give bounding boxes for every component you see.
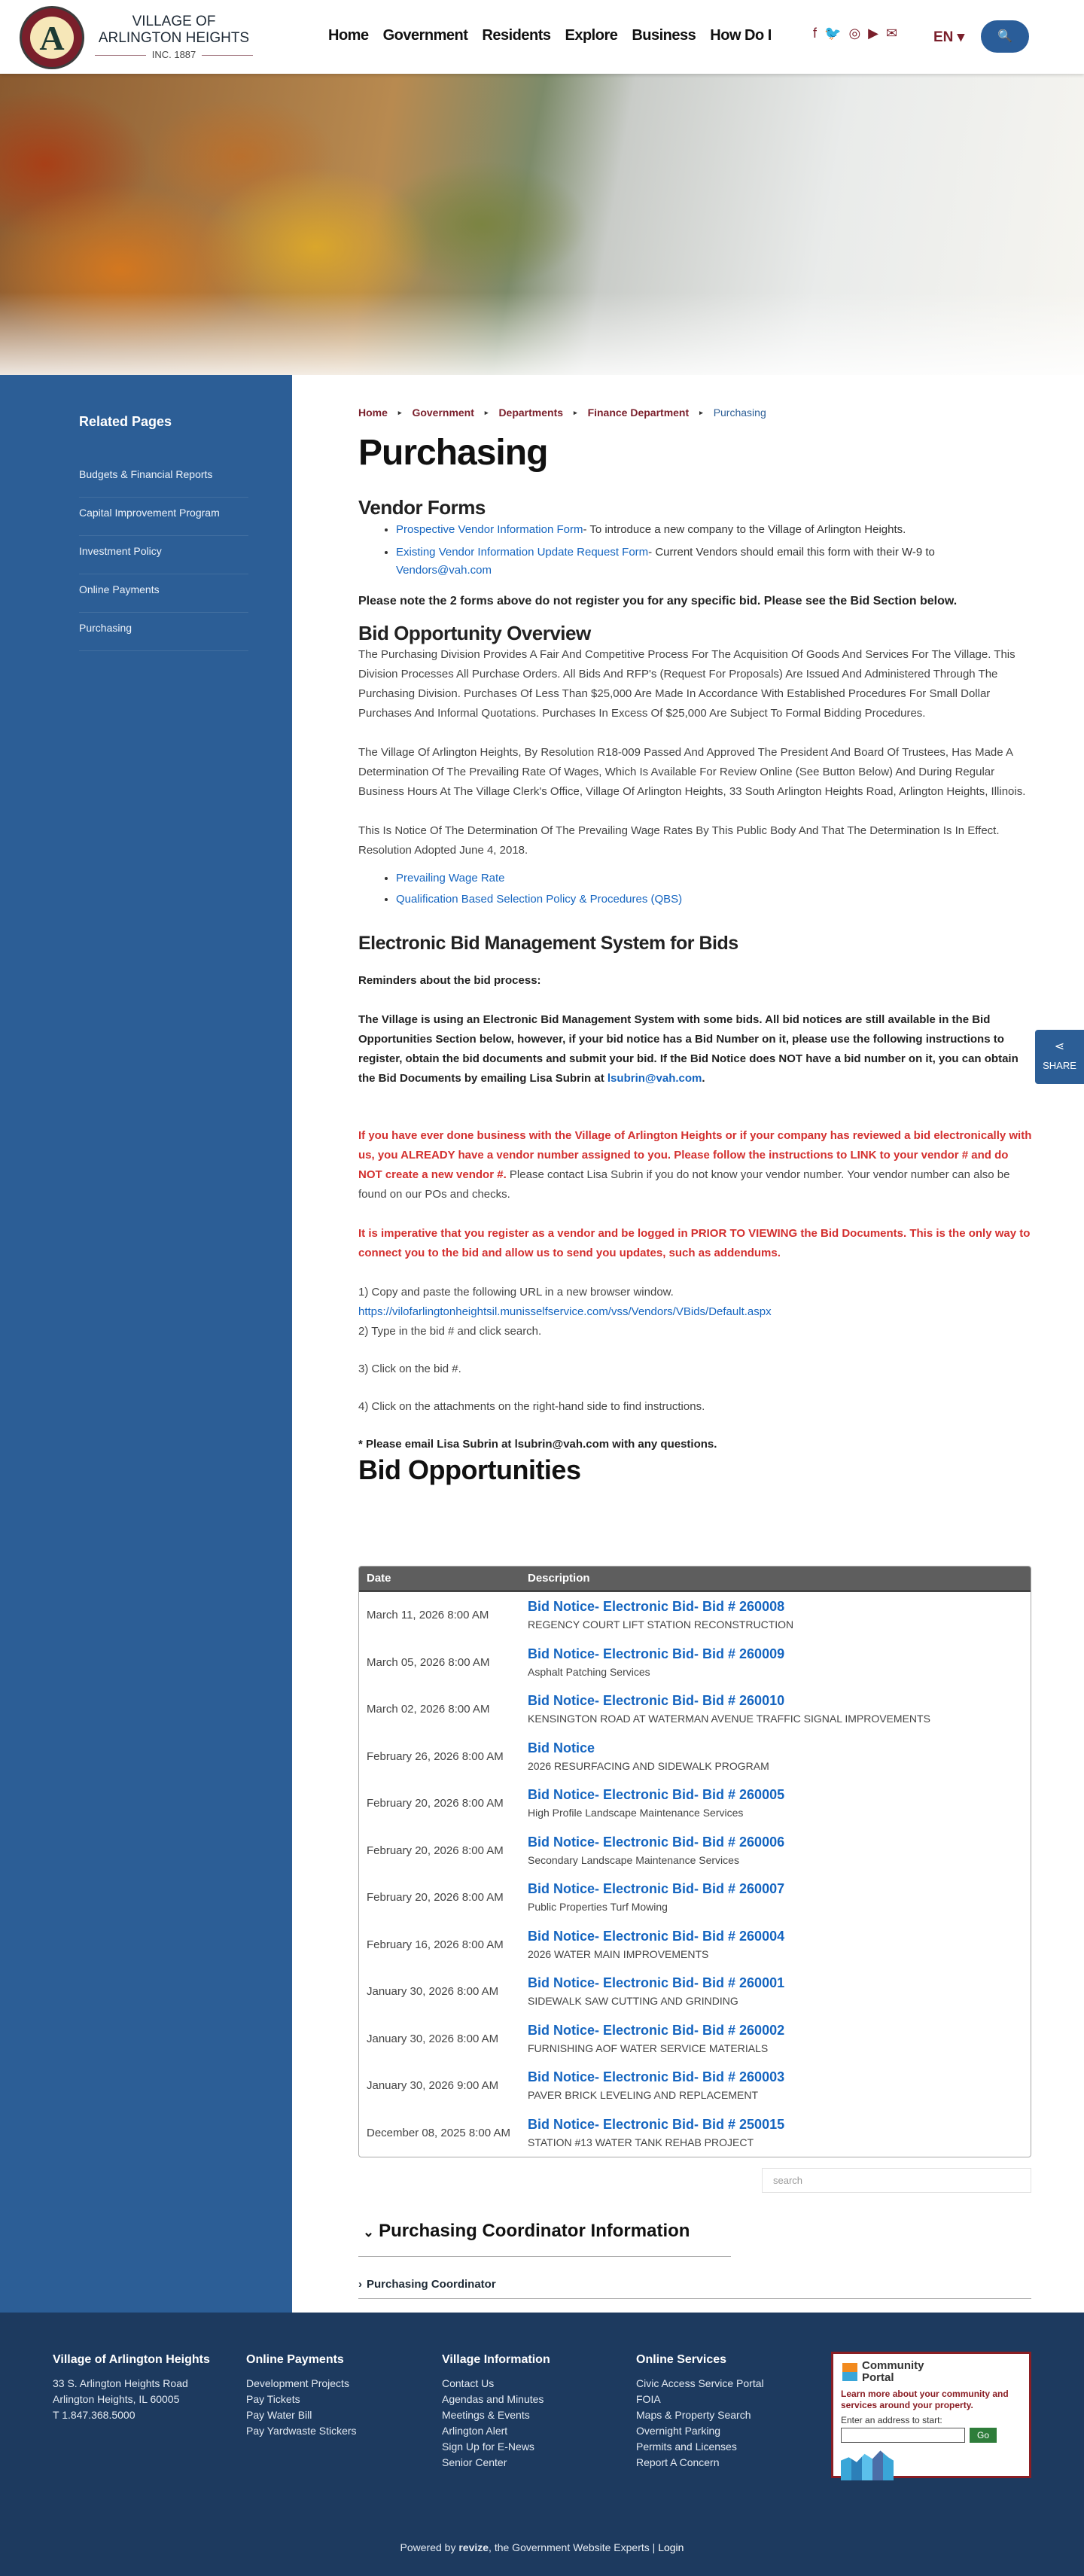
footer-address-line: 33 S. Arlington Heights Road bbox=[53, 2377, 188, 2389]
footer-link[interactable]: Meetings & Events bbox=[442, 2409, 530, 2421]
wage-links bbox=[396, 868, 1032, 910]
table-row bbox=[359, 1874, 1031, 1922]
logo-inc-text: INC. 1887 bbox=[151, 49, 196, 60]
nav-how-do-i[interactable]: How Do I bbox=[710, 27, 772, 44]
nav-home[interactable]: Home bbox=[328, 27, 369, 44]
overview-paragraph: The Purchasing Division Provides A Fair And Competitive Process For The Acquisition Of Goods And Services For The Village. This Division Processes All Purchase Orders. All Bids And RFP's (Request For Proposals) Are Issued And Administered Through The Purchasing Division. Purchases Of Less Than $25,000 Are Made In Accordance With Established Procedures For Small Dollar Purchases And Informal Quotations. Purchases In Excess Of $25,000 Are Subject To Formal Bidding Procedures. bbox=[358, 648, 1015, 720]
bid-title-link[interactable]: Bid Notice- Electronic Bid- Bid # 260010 bbox=[528, 1693, 785, 1709]
site-header bbox=[0, 0, 1084, 74]
portal-prompt: Enter an address to start: bbox=[841, 2415, 942, 2425]
community-portal-icon bbox=[842, 2363, 857, 2381]
portal-address-input[interactable] bbox=[841, 2428, 965, 2443]
sidebar-item[interactable]: Purchasing bbox=[79, 613, 248, 651]
bid-date: February 26, 2026 8:00 AM bbox=[367, 1749, 504, 1763]
portal-lead: Learn more about your community and services around your property. bbox=[841, 2389, 1009, 2410]
bid-title-link[interactable]: Bid Notice bbox=[528, 1740, 595, 1755]
footer-link[interactable]: Permits and Licenses bbox=[636, 2441, 737, 2453]
bid-description: REGENCY COURT LIFT STATION RECONSTRUCTION bbox=[528, 1618, 794, 1631]
logo-line-2: ARLINGTON HEIGHTS bbox=[98, 30, 250, 46]
footer-column bbox=[442, 2353, 630, 2471]
mail-icon[interactable]: ✉ bbox=[886, 26, 898, 41]
bid-title-link[interactable]: Bid Notice- Electronic Bid- Bid # 260001 bbox=[528, 1975, 785, 1991]
column-description: Description bbox=[528, 1572, 590, 1585]
table-row bbox=[359, 2063, 1031, 2110]
bid-date: February 20, 2026 8:00 AM bbox=[367, 1891, 504, 1905]
vendor-number-warning: If you have ever done business with the Village of Arlington Heights or if your company has reviewed a bid electronically with us, you ALREADY have a vendor number assigned to you. Please follow the instructions to LINK to your vendor # and do NOT create a new vendor #. bbox=[358, 1129, 1032, 1181]
main-nav bbox=[328, 27, 772, 44]
coordinator-heading: Purchasing Coordinator Information bbox=[379, 2221, 690, 2241]
coordinator-item[interactable] bbox=[358, 2278, 1031, 2299]
search-button[interactable] bbox=[981, 20, 1029, 53]
notice-paragraph: This Is Notice Of The Determination Of The Prevailing Wage Rates By This Public Body And That The Determination Is In Effect. Resolution Adopted June 4, 2018. bbox=[358, 824, 1000, 857]
bid-description: FURNISHING AOF WATER SERVICE MATERIALS bbox=[528, 2042, 769, 2054]
bid-date: December 08, 2025 8:00 AM bbox=[367, 2126, 510, 2139]
step-2: 2) Type in the bid # and click search. bbox=[358, 1325, 542, 1338]
powered-by bbox=[0, 2541, 1084, 2553]
site-footer bbox=[0, 2313, 1084, 2576]
bid-description-cell bbox=[528, 1786, 784, 1822]
step-4: 4) Click on the attachments on the right-hand side to find instructions. bbox=[358, 1400, 705, 1413]
bid-table bbox=[358, 1566, 1031, 2157]
munis-portal-link[interactable]: https://vilofarlingtonheightsil.munisselfservice.com/vss/Vendors/VBids/Default.aspx bbox=[358, 1305, 772, 1318]
prevailing-wage-link[interactable]: Prevailing Wage Rate bbox=[396, 872, 505, 885]
table-row bbox=[359, 2110, 1031, 2157]
bid-date: January 30, 2026 9:00 AM bbox=[367, 2079, 499, 2093]
table-header bbox=[359, 1567, 1031, 1592]
resolution-paragraph: The Village Of Arlington Heights, By Resolution R18-009 Passed And Approved The President And Board Of Trustees, Has Made A Determination Of The Prevailing Rate Of Wages, Which Is Available For Review Online (See Button Below) And During Regular Business Hours At The Village Clerk's Office, Village Of Arlington Heights, 33 South Arlington Heights Road, Arlington Heights, Illinois. bbox=[358, 746, 1026, 798]
bid-title-link[interactable]: Bid Notice- Electronic Bid- Bid # 260007 bbox=[528, 1881, 785, 1897]
table-row bbox=[359, 1969, 1031, 2016]
social-links bbox=[813, 26, 897, 41]
bid-description: Secondary Landscape Maintenance Services bbox=[528, 1853, 739, 1866]
facebook-icon[interactable]: f bbox=[813, 26, 818, 41]
list-item bbox=[396, 519, 1032, 540]
bid-description: STATION #13 WATER TANK REHAB PROJECT bbox=[528, 2136, 754, 2148]
footer-link[interactable]: Pay Yardwaste Stickers bbox=[246, 2425, 357, 2437]
lsubrin-email-link[interactable]: lsubrin@vah.com bbox=[607, 1072, 702, 1085]
bid-date: February 20, 2026 8:00 AM bbox=[367, 1797, 504, 1810]
footer-column bbox=[246, 2353, 434, 2439]
bid-date: January 30, 2026 8:00 AM bbox=[367, 2032, 499, 2045]
ebms-paragraph bbox=[358, 1010, 1032, 1089]
bid-description-cell bbox=[528, 1645, 784, 1681]
share-button[interactable] bbox=[1035, 1030, 1084, 1084]
logo-line-1: VILLAGE OF bbox=[132, 14, 216, 29]
nav-business[interactable]: Business bbox=[632, 27, 696, 44]
table-row bbox=[359, 1828, 1031, 1875]
ebms-text: The Village is using an Electronic Bid Management System with some bids. All bid notices are still available in the Bid Opportunities Section below, however, if your bid notice has a Bid Number on it, please use the following instructions to register, obtain the bid documents and submit your bid. If the Bid Notice does NOT have a bid number on it, you can obtain the Bid Documents by emailing Lisa Subrin at bbox=[358, 1013, 1019, 1085]
footer-link[interactable]: Pay Water Bill bbox=[246, 2409, 312, 2421]
portal-title-1: Community bbox=[862, 2359, 924, 2372]
table-row bbox=[359, 1686, 1031, 1734]
main-content bbox=[358, 406, 1032, 1486]
vendor-note: Please note the 2 forms above do not register you for any specific bid. Please see the Bid Section below. bbox=[358, 595, 958, 607]
twitter-icon[interactable]: 🐦 bbox=[824, 26, 842, 41]
bid-description-cell bbox=[528, 2021, 784, 2057]
item-text: - To introduce a new company to the Village of Arlington Heights. bbox=[583, 523, 906, 536]
qbs-policy-link[interactable]: Qualification Based Selection Policy & Procedures (QBS) bbox=[396, 893, 683, 906]
search-icon: 🔍 bbox=[997, 30, 1012, 43]
list-item bbox=[396, 544, 1032, 580]
logo-wordmark[interactable] bbox=[95, 14, 253, 63]
bid-description: Asphalt Patching Services bbox=[528, 1665, 650, 1678]
bid-description-cell bbox=[528, 1974, 784, 2010]
bid-description-cell bbox=[528, 1739, 769, 1775]
footer-link[interactable]: Arlington Alert bbox=[442, 2425, 508, 2437]
existing-vendor-form-link[interactable]: Existing Vendor Information Update Request Form bbox=[396, 546, 649, 559]
revize-logo[interactable]: revize bbox=[458, 2541, 489, 2553]
related-pages-sidebar bbox=[0, 375, 292, 2313]
sidebar-item[interactable]: Investment Policy bbox=[79, 536, 248, 574]
page-title: Purchasing bbox=[358, 433, 548, 473]
bid-date: February 20, 2026 8:00 AM bbox=[367, 1844, 504, 1857]
bid-date: January 30, 2026 8:00 AM bbox=[367, 1985, 499, 1999]
footer-address-line: Arlington Heights, IL 60005 bbox=[53, 2393, 180, 2405]
bid-description: 2026 RESURFACING AND SIDEWALK PROGRAM bbox=[528, 1759, 769, 1772]
language-selector[interactable]: EN ▾ bbox=[933, 29, 965, 45]
footer-link[interactable]: Civic Access Service Portal bbox=[636, 2377, 764, 2389]
table-search-input[interactable]: search bbox=[762, 2168, 1031, 2193]
step-1: 1) Copy and paste the following URL in a new browser window. bbox=[358, 1286, 674, 1299]
instagram-icon[interactable]: ◎ bbox=[848, 26, 861, 41]
portal-go-button[interactable]: Go bbox=[970, 2428, 997, 2443]
footer-column-title: Online Services bbox=[636, 2353, 727, 2366]
bid-date: March 02, 2026 8:00 AM bbox=[367, 1703, 490, 1716]
column-date: Date bbox=[367, 1572, 391, 1585]
logo-letter: A bbox=[30, 17, 74, 59]
footer-column bbox=[53, 2353, 241, 2423]
logo-inc bbox=[95, 47, 253, 63]
vendor-forms-heading: Vendor Forms bbox=[358, 496, 486, 519]
bid-description: SIDEWALK SAW CUTTING AND GRINDING bbox=[528, 1995, 738, 2008]
footer-link[interactable]: Development Projects bbox=[246, 2377, 349, 2389]
table-row bbox=[359, 1640, 1031, 1687]
footer-link[interactable]: Overnight Parking bbox=[636, 2425, 721, 2437]
overview-heading: Bid Opportunity Overview bbox=[358, 622, 591, 644]
item-text: - Current Vendors should email this form with their W-9 to bbox=[648, 546, 935, 559]
powered-suffix: , the Government Website Experts | bbox=[489, 2541, 659, 2553]
table-row bbox=[359, 2016, 1031, 2063]
nav-residents[interactable]: Residents bbox=[482, 27, 551, 44]
bid-description-cell bbox=[528, 1691, 930, 1728]
bid-opportunities-heading: Bid Opportunities bbox=[358, 1454, 581, 1485]
footer-column-title: Village of Arlington Heights bbox=[53, 2353, 210, 2366]
table-row bbox=[359, 1734, 1031, 1781]
footer-column-title: Village Information bbox=[442, 2353, 550, 2366]
sidebar-title: Related Pages bbox=[79, 414, 172, 429]
list-item bbox=[396, 889, 1032, 910]
hero-banner-image bbox=[0, 74, 1084, 375]
ebms-text-end: . bbox=[702, 1072, 705, 1085]
bid-date: March 05, 2026 8:00 AM bbox=[367, 1655, 490, 1669]
vendors-email-link[interactable]: Vendors@vah.com bbox=[396, 564, 492, 577]
bid-description: KENSINGTON ROAD AT WATERMAN AVENUE TRAFFIC SIGNAL IMPROVEMENTS bbox=[528, 1713, 930, 1725]
footer-link[interactable]: Maps & Property Search bbox=[636, 2409, 751, 2421]
vendor-number-paragraph bbox=[358, 1126, 1032, 1204]
breadcrumb-link[interactable]: Finance Department bbox=[587, 406, 690, 419]
footer-link[interactable]: Pay Tickets bbox=[246, 2393, 300, 2405]
bid-date: March 11, 2026 8:00 AM bbox=[367, 1609, 489, 1622]
village-seal-logo[interactable] bbox=[20, 6, 84, 69]
ebms-heading: Electronic Bid Management System for Bids bbox=[358, 933, 738, 954]
footer-column-title: Online Payments bbox=[246, 2353, 344, 2366]
reminders-label: Reminders about the bid process: bbox=[358, 974, 541, 987]
footer-link[interactable]: Contact Us bbox=[442, 2377, 495, 2389]
share-label: SHARE bbox=[1043, 1060, 1076, 1071]
contact-note: * Please email Lisa Subrin at lsubrin@vah.com with any questions. bbox=[358, 1438, 717, 1451]
footer-link[interactable]: Senior Center bbox=[442, 2456, 507, 2468]
breadcrumb-link[interactable]: Departments bbox=[498, 406, 564, 419]
breadcrumb-current: Purchasing bbox=[713, 406, 766, 419]
step-3: 3) Click on the bid #. bbox=[358, 1363, 461, 1375]
chevron-down-icon: ⌄ bbox=[363, 2224, 375, 2240]
footer-link[interactable]: Report A Concern bbox=[636, 2456, 720, 2468]
bid-title-link[interactable]: Bid Notice- Electronic Bid- Bid # 260008 bbox=[528, 1599, 785, 1615]
prospective-vendor-form-link[interactable]: Prospective Vendor Information Form bbox=[396, 523, 583, 536]
list-item bbox=[396, 868, 1032, 889]
breadcrumb-link[interactable]: Home bbox=[358, 406, 388, 419]
sidebar-item[interactable]: Online Payments bbox=[79, 574, 248, 613]
coordinator-accordion[interactable] bbox=[358, 2221, 731, 2257]
bid-description-cell bbox=[528, 2115, 784, 2151]
share-icon: ⋖ bbox=[1054, 1040, 1065, 1053]
portal-title-2: Portal bbox=[862, 2371, 894, 2384]
login-link[interactable]: Login bbox=[658, 2541, 684, 2553]
bid-description-cell bbox=[528, 1597, 793, 1634]
coordinator-item-label: Purchasing Coordinator bbox=[367, 2278, 496, 2291]
bid-description-cell bbox=[528, 1833, 784, 1869]
footer-link[interactable]: Sign Up for E-News bbox=[442, 2441, 534, 2453]
footer-link[interactable]: Agendas and Minutes bbox=[442, 2393, 544, 2405]
breadcrumb-separator-icon: ▸ bbox=[574, 408, 577, 416]
bid-description: PAVER BRICK LEVELING AND REPLACEMENT bbox=[528, 2089, 759, 2102]
table-body bbox=[359, 1592, 1031, 2157]
bid-date: February 16, 2026 8:00 AM bbox=[367, 1938, 504, 1951]
bid-title-link[interactable]: Bid Notice- Electronic Bid- Bid # 260009 bbox=[528, 1646, 785, 1661]
bid-description-cell bbox=[528, 2068, 784, 2104]
sidebar-item[interactable]: Capital Improvement Program bbox=[79, 498, 248, 536]
breadcrumb-separator-icon: ▸ bbox=[484, 408, 489, 416]
breadcrumb-separator-icon: ▸ bbox=[397, 408, 402, 416]
bid-title-link[interactable]: Bid Notice- Electronic Bid- Bid # 250015 bbox=[528, 2116, 785, 2132]
bid-title-link[interactable]: Bid Notice- Electronic Bid- Bid # 260004 bbox=[528, 1928, 785, 1944]
bid-description: High Profile Landscape Maintenance Services bbox=[528, 1807, 744, 1819]
table-row bbox=[359, 1592, 1031, 1640]
bid-title-link[interactable]: Bid Notice- Electronic Bid- Bid # 260002 bbox=[528, 2022, 785, 2038]
table-row bbox=[359, 1922, 1031, 1969]
bid-description-cell bbox=[528, 1880, 784, 1916]
city-illustration-icon bbox=[841, 2447, 894, 2480]
bid-title-link[interactable]: Bid Notice- Electronic Bid- Bid # 260005 bbox=[528, 1787, 785, 1803]
sidebar-item[interactable]: Budgets & Financial Reports bbox=[79, 459, 248, 498]
bid-description: Public Properties Turf Mowing bbox=[528, 1901, 668, 1914]
table-row bbox=[359, 1780, 1031, 1828]
nav-government[interactable]: Government bbox=[382, 27, 468, 44]
footer-link[interactable]: FOIA bbox=[636, 2393, 661, 2405]
breadcrumb bbox=[358, 406, 1032, 419]
bid-description: 2026 WATER MAIN IMPROVEMENTS bbox=[528, 1947, 709, 1960]
sidebar-list bbox=[79, 459, 248, 651]
breadcrumb-separator-icon: ▸ bbox=[699, 408, 703, 416]
bid-description-cell bbox=[528, 1927, 784, 1963]
community-portal-widget bbox=[831, 2352, 1031, 2478]
vendor-number-tail: Please contact Lisa Subrin if you do not know your vendor number. Your vendor number can also be found on our POs and checks. bbox=[358, 1168, 1010, 1201]
vendor-forms-list bbox=[396, 519, 1032, 580]
breadcrumb-link[interactable]: Government bbox=[412, 406, 474, 419]
nav-explore[interactable]: Explore bbox=[565, 27, 618, 44]
footer-address-line: T 1.847.368.5000 bbox=[53, 2409, 136, 2421]
bid-title-link[interactable]: Bid Notice- Electronic Bid- Bid # 260006 bbox=[528, 1834, 785, 1850]
register-warning: It is imperative that you register as a vendor and be logged in PRIOR TO VIEWING the Bid Documents. This is the only way to connect you to the bid and allow us to send you updates, such as addendums. bbox=[358, 1227, 1031, 1259]
youtube-icon[interactable]: ▶ bbox=[868, 26, 878, 41]
chevron-right-icon: › bbox=[358, 2278, 362, 2291]
footer-column bbox=[636, 2353, 824, 2471]
bid-title-link[interactable]: Bid Notice- Electronic Bid- Bid # 260003 bbox=[528, 2069, 785, 2085]
powered-prefix: Powered by bbox=[400, 2541, 459, 2553]
